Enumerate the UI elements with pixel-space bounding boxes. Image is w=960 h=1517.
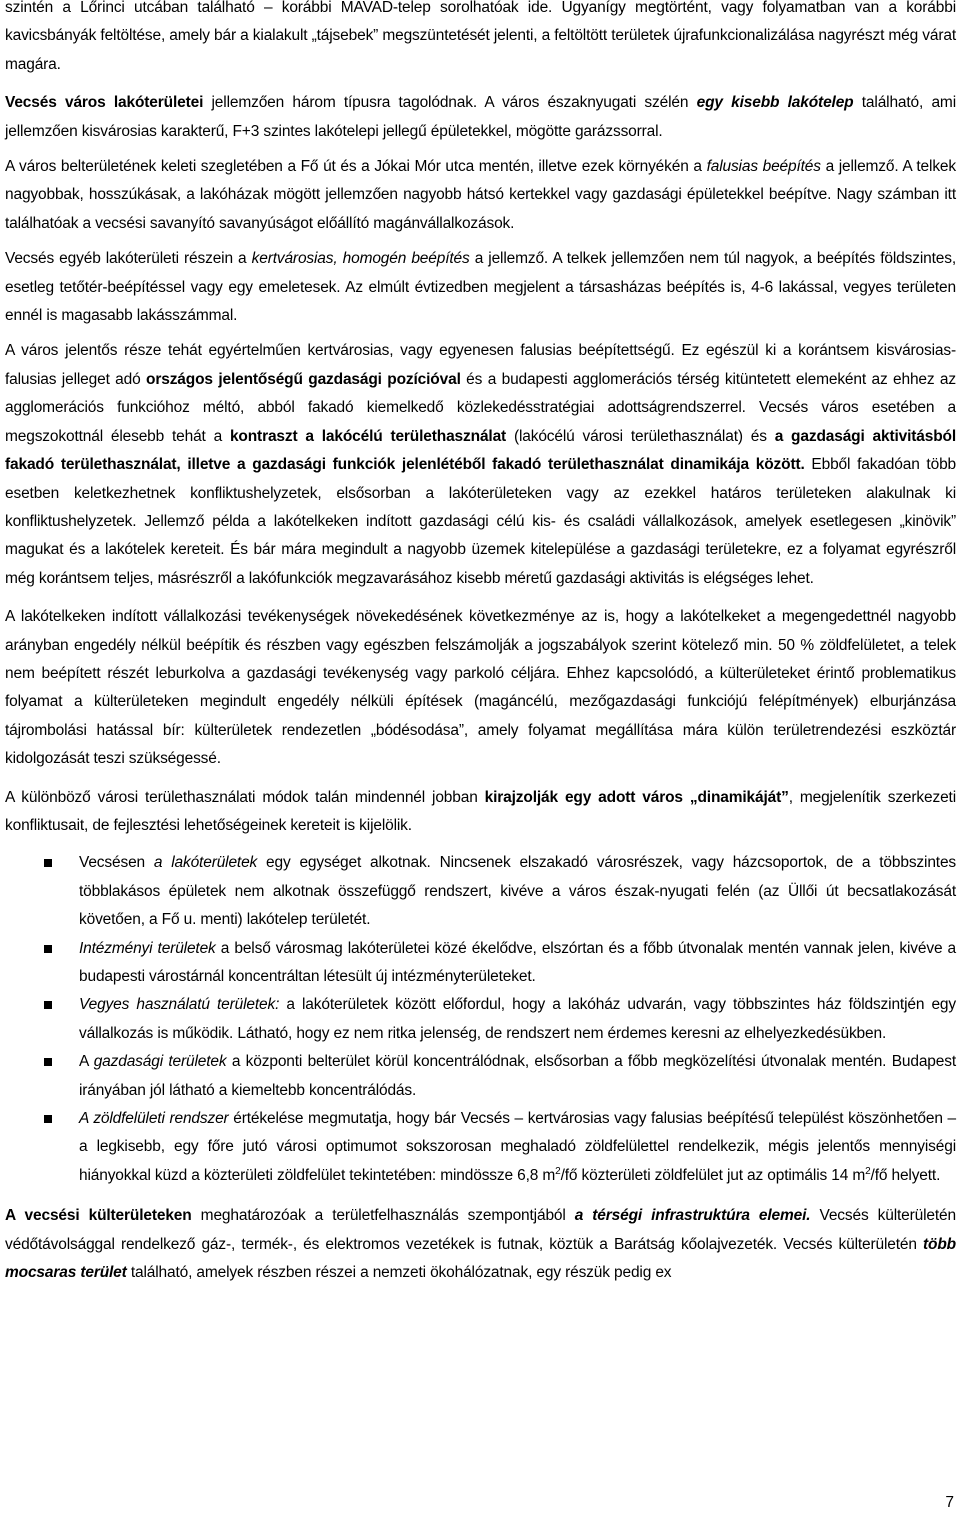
- list-item: A zöldfelületi rendszer értékelése megmutatja, hogy bár Vecsés – kertvárosias vagy falusias beépítésű települést köszönhetően – a legkisebb, egy főre jutó városi optimumot sokszorosan meghaladó zöldfelülettel rendelkezik, mégis jelentős mennyiségi hiányokkal küzd a közterületi zöldfelület tekintetében: mindössze 6,8 $m^2/fő$ közterületi zöldfelület jut az optimális 14 $m^2/fő$ helyett.: [5, 1105, 956, 1190]
- paragraph-5: A város jelentős része tehát egyértelműen kertvárosias, vagy egyenesen falusias beépítettségű. Ez egészül ki a korántsem kisvárosias-falusias jelleget adó országos jelentőségű gazdasági pozícióval és a budapesti agglomerációs térség kitüntetett elemeként az ehhez az agglomerációs funkcióhoz méltó, abból fakadó kiemelkedő közlekedésstratégiai adottságrendszerrel. Vecsés város esetében a megszokottnál élesebb tehát a kontraszt a lakócélú területhasználat (lakócélú városi területhasználat) és a gazdasági aktivitásból fakadó területhasználat, illetve a gazdasági funkciók jelenlétéből fakadó területhasználat dinamikája között. Ebből fakadóan több esetben keletkezhetnek konfliktushelyzetek, elsősorban a lakóterületeken vagy az ezekkel határos területeken alakulnak ki konfliktushelyzetek. Jellemző példa a lakótelkeken indított gazdasági célú kis- és családi vállalkozások, amelyek esetlegesen „kinövik” magukat és a lakótelek kereteit. És bár mára megindult a nagyobb üzemek kitelepülése a gazdasági területekre, ez a folyamat egyrészről még korántsem teljes, másrészről a lakófunkciók megzavarásához kisebb méretű gazdasági aktivitás is elégséges lehet.: [5, 342, 957, 587]
- p5-bold-2: kontraszt a lakócélú területhasználat: [229, 427, 507, 445]
- paragraph-1: szintén a Lőrinci utcában található – korábbi MAVAD-telep sorolhatóak ide. Ugyanígy megtörtént, vagy folyamatban van a korábbi kavicsbányák feltöltése, amely bár a kialakult „tájsebek” megszüntetését jelenti, a feltöltött területek újrafunkcionalizálása nagyrészt még várat magára.: [5, 0, 956, 73]
- paragraph-3: A város belterületének keleti szegletében a Fő út és a Jókai Mór utca mentén, illetve ezek környékén a falusias beépítés a jellemző. A telkek nagyobbak, hosszúkásak, a lakóházak mögött jellemzően nagyobb hátsó kertekkel vagy gazdasági épületekkel beépítve. Nagy számban itt találhatóak a vecsési savanyító savanyúságot előállító magánvállalkozások.: [5, 158, 956, 232]
- list-item: Vegyes használatú területek: a lakóterületek között előfordul, hogy a lakóház udvarán, vagy többszintes ház földszintjén egy vállalkozás is működik. Látható, hogy ez nem ritka jelenség, de rendszert nem érdemes keresni az elhelyezkedésükben.: [5, 991, 956, 1048]
- p8-bold-italic-2: több mocsaras terület: [5, 1235, 956, 1282]
- p8-bold-italic-1: a térségi infrastruktúra elemei.: [574, 1207, 811, 1225]
- p2-bold: Vecsés város lakóterületei: [5, 94, 204, 112]
- paragraph-6: A lakótelkeken indított vállalkozási tevékenységek növekedésének következménye az is, hogy a lakótelkeket a megengedettnél nagyobb arányban engedély nélkül beépítik és részben vagy egészben felszámolják a jogszabályok szerint kötelező min. 50 % zöldfelületet, a telek nem beépített részét leburkolva a gazdasági tevékenység vagy parkoló céljára. Ehhez kapcsolódó, a külterületeket érintő problematikus folyamat a külterületeken megindult engedély nélküli építések (magáncélú, mezőgazdasági funkciójú felépítmények) elburjánzása tájrombolási hatással bír: külterületek rendezetlen „bódésodása”, amely folyamat megállítása mára külön területrendezési eszköztár kidolgozását teszi szükségessé.: [5, 608, 956, 768]
- p4-italic: kertvárosias, homogén beépítés: [251, 250, 470, 268]
- p5-bold-3: a gazdasági aktivitásból fakadó területhasználat, illetve a gazdasági funkciók jelenlétéből fakadó területhasználat dinamikája között.: [5, 427, 957, 474]
- p7-bold: kirajzolják egy adott város „dinamikáját”: [484, 788, 789, 806]
- list-item: Vecsésen a lakóterületek egy egységet alkotnak. Nincsenek elszakadó városrészek, vagy házcsoportok, de a többszintes többlakásos épületek nem alkotnak összefüggő rendszert, kivéve a város észak-nyugati felén (az Üllői út becsatlakozását követően, a Fő u. menti) lakótelep területét.: [5, 849, 956, 934]
- p3-italic: falusias beépítés: [706, 158, 821, 176]
- paragraph-2: Vecsés város lakóterületei jellemzően három típusra tagolódnak. A város északnyugati szélén egy kisebb lakótelep található, ami jellemzően kisvárosias karakterű, F+3 szintes lakótelepi jellegű épületekkel, mögötte garázssorral.: [5, 94, 956, 140]
- page-number: 7: [945, 1494, 954, 1511]
- square-bullet-icon: [44, 1001, 52, 1009]
- p2-bold-italic: egy kisebb lakótelep: [696, 94, 854, 112]
- list-item: Intézményi területek a belső városmag lakóterületei közé ékelődve, elszórtan és a főbb útvonalak mentén vannak jelen, kivéve a budapesti várostárnál koncentráltan létesült új intézményterületeket.: [5, 935, 956, 992]
- square-bullet-icon: [44, 945, 52, 953]
- paragraph-4: Vecsés egyéb lakóterületi részein a kertvárosias, homogén beépítés a jellemző. A telkek jellemzően nem túl nagyok, a beépítés földszintes, esetleg tetőtér-beépítéssel vagy egy emeletesek. Az elmúlt évtizedben megjelent a társasházas beépítés is, 4-6 lakással, vegyes területen ennél is magasabb lakásszámmal.: [5, 250, 956, 325]
- p8-bold: A vecsési külterületeken: [5, 1207, 192, 1225]
- paragraph-7: A különböző városi területhasználati módok talán mindennél jobban kirajzolják egy adott város „dinamikáját”, megjelenítik szerkezeti konfliktusait, de fejlesztési lehetőségeinek kereteit is kijelölik.: [5, 788, 957, 834]
- square-bullet-icon: [44, 1115, 52, 1123]
- document-page: [5, 0, 956, 1287]
- paragraph-8: A vecsési külterületeken meghatározóak a területfelhasználás szempontjából a térségi infrastruktúra elemei. Vecsés külterületén védőtávolsággal rendelkező gáz-, termék-, és elektromos vezetékek is futnak, köztük a Barátság kőolajvezeték. Vecsés külterületén több mocsaras terület található, amelyek részben részei a nemzeti ökohálózatnak, egy részük pedig ex: [5, 1207, 956, 1282]
- square-bullet-icon: [44, 1058, 52, 1066]
- square-bullet-icon: [44, 859, 52, 867]
- list-item: A gazdasági területek a központi belterület körül koncentrálódnak, elsősorban a főbb megközelítési útvonalak mentén. Budapest irányában jól látható a kiemeltebb koncentrálódás.: [5, 1048, 956, 1105]
- p5-bold-1: országos jelentőségű gazdasági pozícióval: [146, 370, 461, 388]
- bullet-list: [5, 849, 956, 1190]
